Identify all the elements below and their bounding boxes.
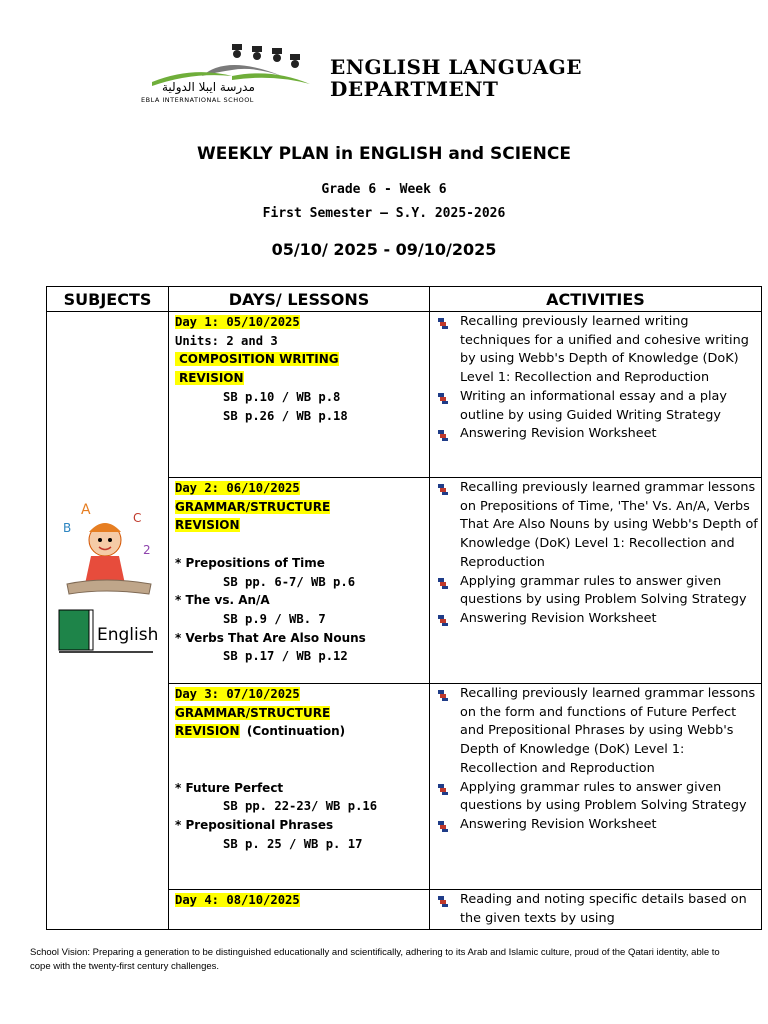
activity-text: Recalling previously learned writing techniques for a unified and cohesive writing by using Webb's Depth of Knowledge (DoK) Level 1: Recollection and Reproduction: [460, 314, 749, 386]
list-item: [460, 685, 761, 779]
lesson-line: * Prepositional Phrases: [175, 817, 334, 832]
lesson-line: * The vs. An/A: [175, 593, 270, 608]
activity-text: Answering Revision Worksheet: [460, 426, 657, 442]
weekly-plan-table: [46, 286, 762, 930]
page-title: WEEKLY PLAN in ENGLISH and SCIENCE: [197, 144, 571, 164]
lesson-cell-day3: [169, 684, 430, 890]
lesson-line: SB pp. 22-23/ WB p.16: [223, 799, 378, 814]
svg-text:A: A: [81, 502, 91, 518]
lesson-line: COMPOSITION WRITING: [175, 352, 339, 366]
table-header-row: [47, 287, 762, 312]
department-title: [330, 56, 582, 100]
list-item: [460, 816, 761, 835]
lesson-line: * Prepositions of Time: [175, 555, 325, 570]
activity-text: Answering Revision Worksheet: [460, 816, 657, 832]
day-label: Day 1: 05/10/2025: [175, 315, 300, 329]
bullet-icon: [438, 614, 448, 625]
subject-cell: [47, 312, 169, 930]
list-item: [460, 388, 761, 425]
list-item: [460, 313, 761, 388]
bullet-icon: [438, 392, 448, 403]
list-item: [460, 610, 761, 629]
day-label: Day 3: 07/10/2025: [175, 687, 300, 701]
table-row: [47, 312, 762, 478]
lesson-line: SB p.26 / WB p.18: [223, 408, 348, 423]
lesson-line: GRAMMAR/STRUCTURE: [175, 705, 331, 720]
bullet-icon: [438, 317, 448, 328]
lesson-cell-day1: [169, 312, 430, 478]
activity-text: Reading and noting specific details based on the given texts by using: [460, 892, 747, 926]
lesson-line: * Verbs That Are Also Nouns: [175, 630, 366, 645]
list-item: [460, 573, 761, 610]
lesson-line: (Continuation): [246, 724, 346, 739]
header-subjects: SUBJECTS: [47, 287, 169, 312]
activity-cell-day4: [430, 890, 762, 930]
lesson-line: Units: 2 and 3: [175, 333, 278, 348]
lesson-line: * Future Perfect: [175, 780, 284, 795]
header-days-lessons: DAYS/ LESSONS: [169, 287, 430, 312]
school-name-arabic: مدرسة ايبلا الدولية: [162, 80, 255, 94]
activity-text: Recalling previously learned grammar lessons on the form and functions of Future Perfect and Prepositional Phrases by using Webb's Depth of Knowledge (DoK) Level 1: Recollection and Reproduction: [460, 686, 756, 776]
lesson-line: SB p.9 / WB. 7: [223, 611, 326, 626]
lesson-cell-day4: [169, 890, 430, 930]
list-item: [460, 779, 761, 816]
grade-week: Grade 6 - Week 6: [321, 182, 447, 197]
school-vision-footer: School Vision: Preparing a generation to be distinguished educationally and scientifically, adhering to its Arab and Islamic culture, proud of the Qatari identity, able to cope with the twenty-first century challenges.: [30, 947, 720, 972]
list-item: [460, 425, 761, 444]
day-label: Day 4: 08/10/2025: [175, 893, 300, 907]
activity-cell-day1: [430, 312, 762, 478]
school-name-english: EBLA INTERNATIONAL SCHOOL: [141, 96, 254, 104]
svg-text:2: 2: [143, 543, 151, 557]
lesson-line: SB p.17 / WB p.12: [223, 649, 348, 664]
date-range: 05/10/ 2025 - 09/10/2025: [271, 240, 497, 259]
activity-text: Answering Revision Worksheet: [460, 610, 657, 626]
day-label: Day 2: 06/10/2025: [175, 481, 300, 495]
lesson-cell-day2: [169, 478, 430, 684]
svg-text:C: C: [133, 511, 142, 525]
activity-text: Writing an informational essay and a play outline by using Guided Writing Strategy: [460, 388, 727, 423]
bullet-icon: [438, 429, 448, 440]
lesson-line: REVISION: [175, 371, 244, 385]
header-activities: ACTIVITIES: [430, 287, 762, 312]
list-item: [460, 479, 761, 573]
bullet-icon: [438, 820, 448, 831]
activity-cell-day2: [430, 478, 762, 684]
department-line1: ENGLISH LANGUAGE: [330, 55, 582, 79]
list-item: [460, 891, 761, 928]
english-subject-illustration: [53, 492, 163, 672]
bullet-icon: [438, 483, 448, 494]
bullet-icon: [438, 577, 448, 588]
activity-cell-day3: [430, 684, 762, 890]
bullet-icon: [438, 895, 448, 906]
bullet-icon: [438, 689, 448, 700]
lesson-line: GRAMMAR/STRUCTURE: [175, 499, 331, 514]
svg-text:B: B: [63, 521, 72, 535]
activity-text: Applying grammar rules to answer given questions by using Problem Solving Strategy: [460, 573, 747, 608]
lesson-line: REVISION: [175, 518, 240, 533]
department-line2: DEPARTMENT: [330, 77, 499, 101]
lesson-line: SB p. 25 / WB p. 17: [223, 836, 363, 851]
lesson-line: SB pp. 6-7/ WB p.6: [223, 574, 356, 589]
activity-text: Recalling previously learned grammar lessons on Prepositions of Time, 'The' Vs. An/A, Verbs That Are Also Nouns by using Webb's Depth of Knowledge (DoK) Level 1: Recollection and Reproduction: [460, 480, 758, 570]
activity-text: Applying grammar rules to answer given questions by using Problem Solving Strategy: [460, 779, 747, 814]
english-book-label: English: [97, 625, 159, 645]
lesson-line: REVISION: [175, 724, 240, 739]
lesson-line: SB p.10 / WB p.8: [223, 389, 341, 404]
bullet-icon: [438, 783, 448, 794]
semester: First Semester – S.Y. 2025-2026: [262, 206, 506, 221]
